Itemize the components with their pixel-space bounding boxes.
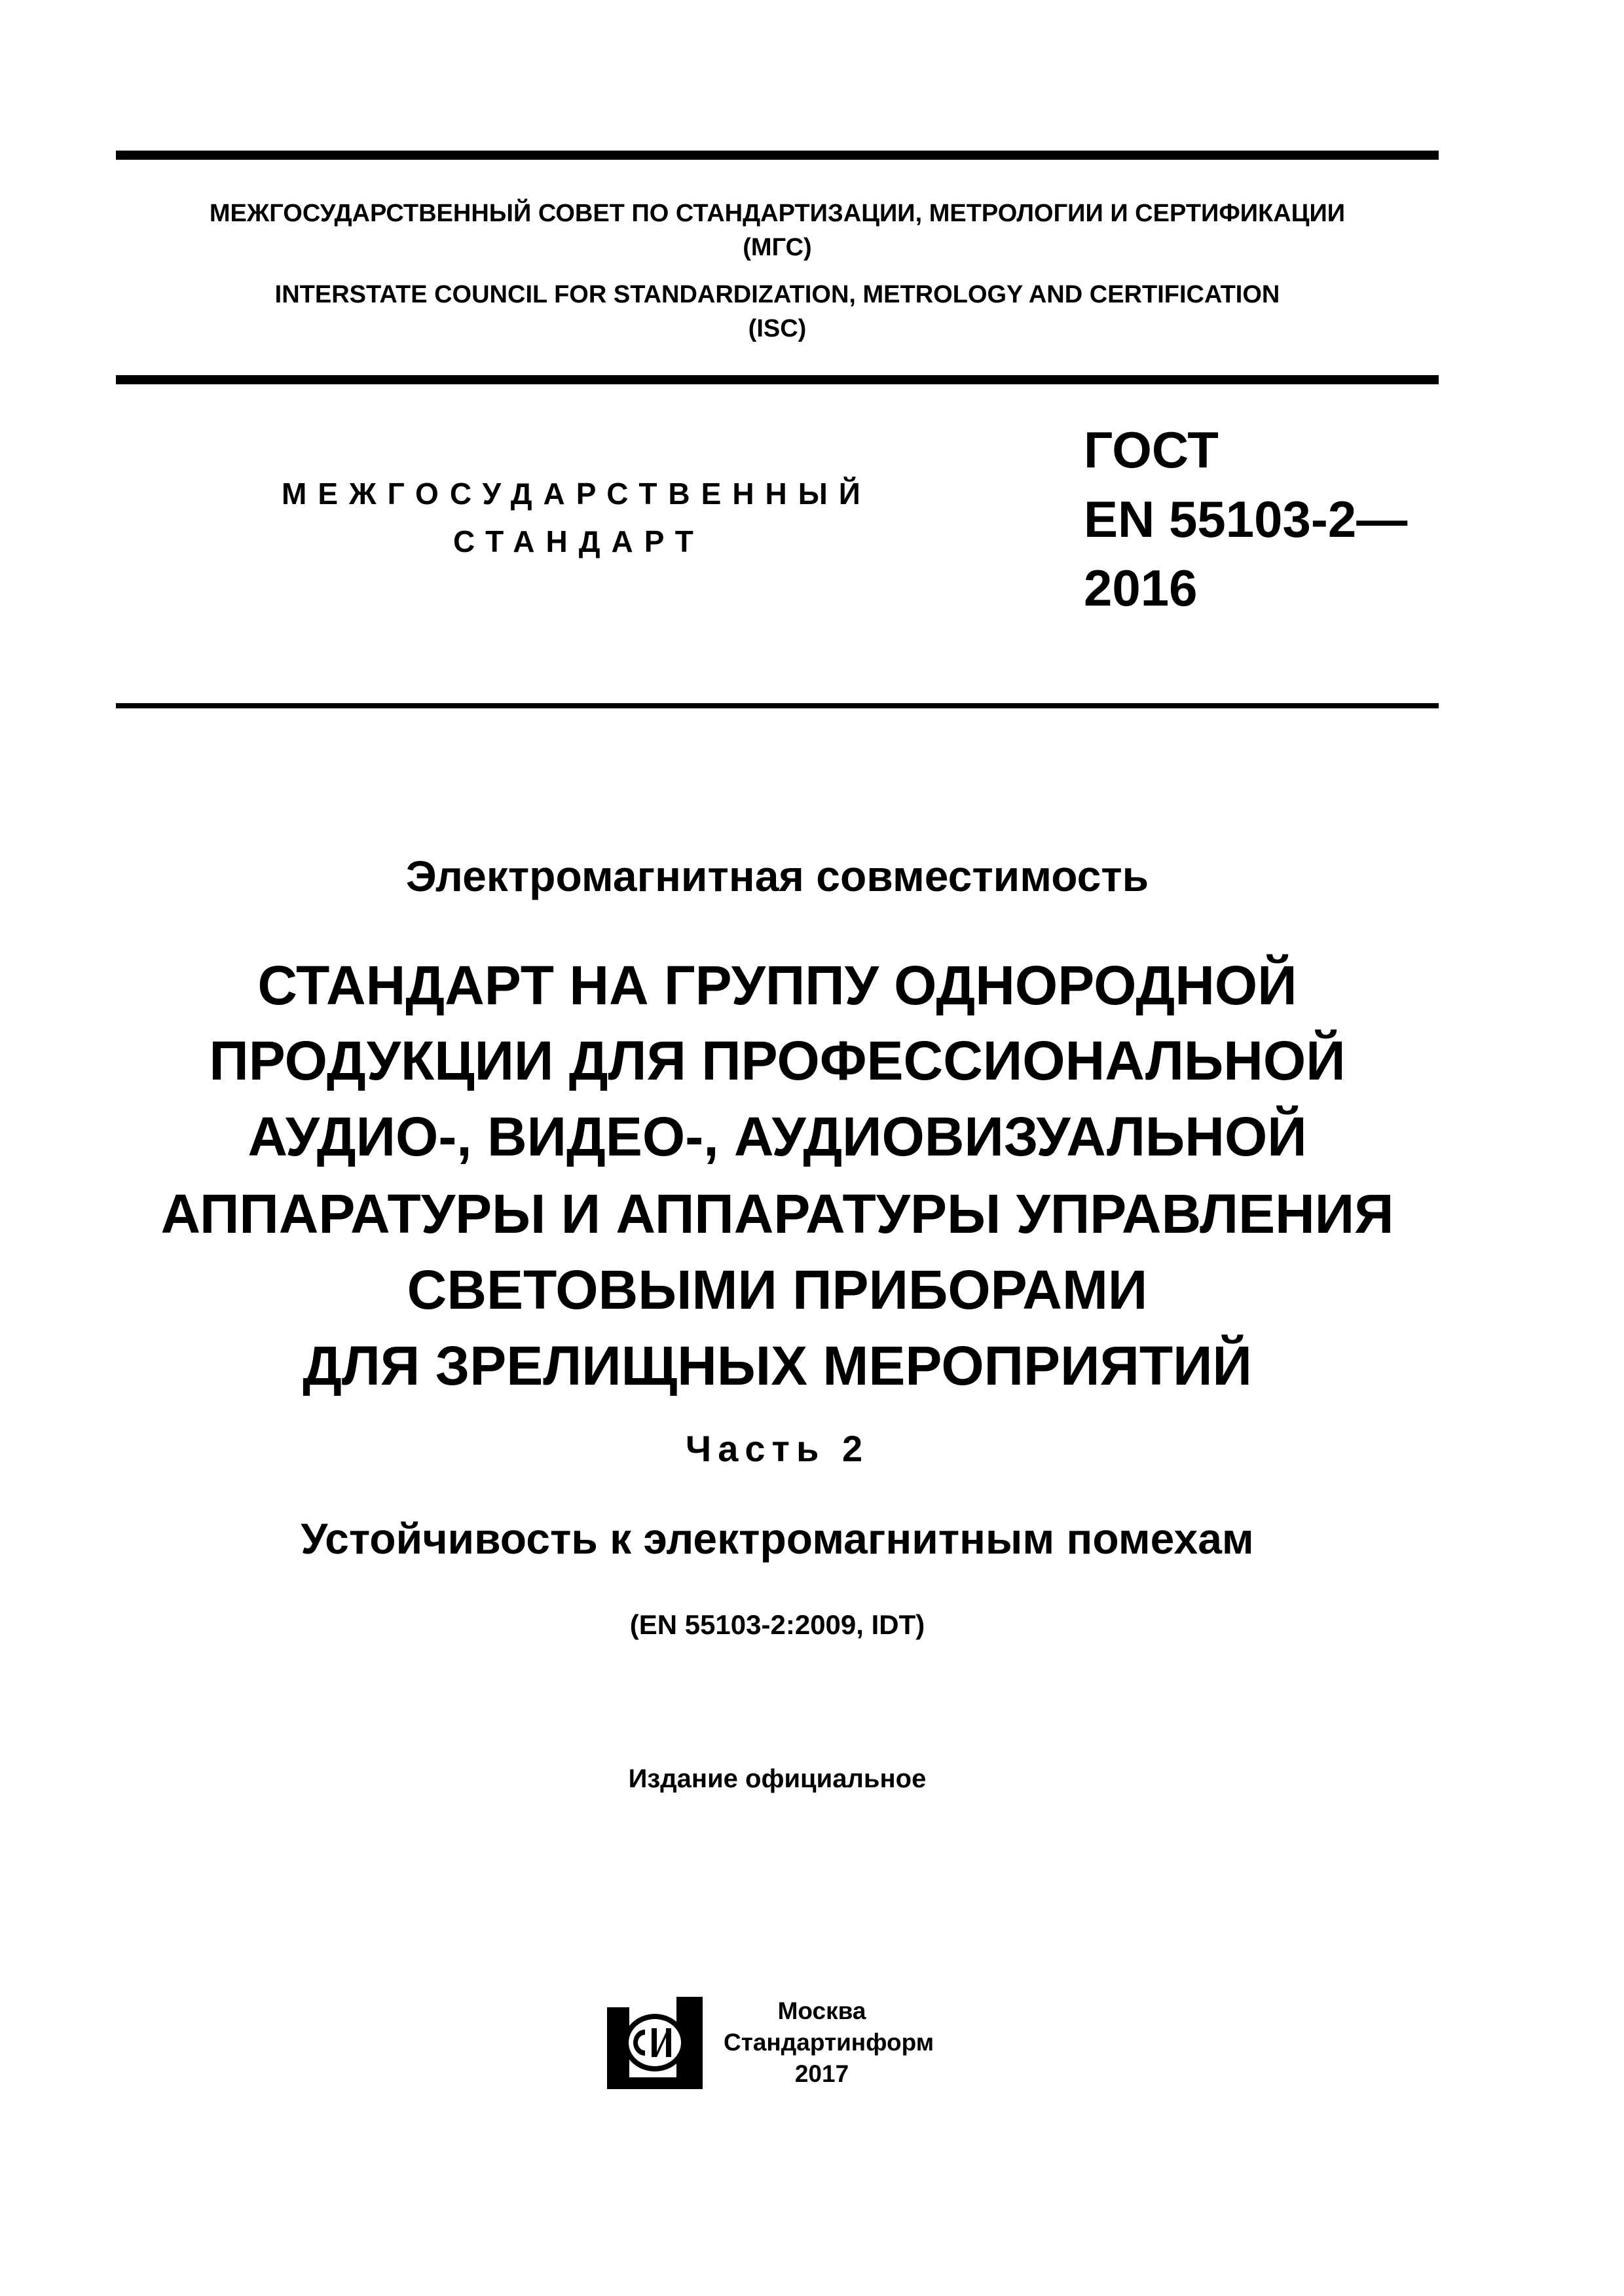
council-name-ru: МЕЖГОСУДАРСТВЕННЫЙ СОВЕТ ПО СТАНДАРТИЗАЦИИ, МЕТРОЛОГИИ И СЕРТИФИКАЦИИ <box>209 200 1346 227</box>
standartinform-logo-icon <box>606 1995 704 2090</box>
publisher-year: 2017 <box>794 2060 849 2087</box>
top-rule <box>116 151 1439 160</box>
standard-type-line2: СТАНДАРТ <box>453 524 705 558</box>
header-rule <box>116 375 1439 384</box>
publisher-city: Москва <box>777 1997 866 2024</box>
identity-note: (EN 55103-2:2009, IDT) <box>629 1609 925 1640</box>
council-abbr-en: (ISC) <box>748 315 807 342</box>
designation-line1: ГОСТ <box>1084 421 1219 479</box>
standard-type-line1: МЕЖГОСУДАРСТВЕННЫЙ <box>282 477 872 511</box>
publisher-name: Стандартинформ <box>724 2029 934 2056</box>
title-line-4: АППАРАТУРЫ И АППАРАТУРЫ УПРАВЛЕНИЯ <box>160 1183 1394 1245</box>
edition-note: Издание официальное <box>628 1764 927 1793</box>
council-abbr-ru: (МГС) <box>743 234 812 261</box>
designation-line2: EN 55103-2— <box>1084 490 1408 548</box>
designation-rule <box>116 703 1439 708</box>
part-number: Часть 2 <box>685 1428 870 1469</box>
title-line-5: СВЕТОВЫМИ ПРИБОРАМИ <box>407 1259 1148 1321</box>
part-title: Устойчивость к электромагнитным помехам <box>301 1514 1254 1563</box>
title-line-3: АУДИО-, ВИДЕО-, АУДИОВИЗУАЛЬНОЙ <box>248 1106 1307 1167</box>
council-name-en: INTERSTATE COUNCIL FOR STANDARDIZATION, METROLOGY AND CERTIFICATION <box>274 281 1280 308</box>
title-line-1: СТАНДАРТ НА ГРУППУ ОДНОРОДНОЙ <box>257 955 1297 1016</box>
subject-heading: Электромагнитная совместимость <box>405 852 1149 900</box>
title-line-6: ДЛЯ ЗРЕЛИЩНЫХ МЕРОПРИЯТИЙ <box>303 1335 1252 1396</box>
title-line-2: ПРОДУКЦИИ ДЛЯ ПРОФЕССИОНАЛЬНОЙ <box>209 1030 1346 1091</box>
designation-line3: 2016 <box>1084 559 1198 617</box>
